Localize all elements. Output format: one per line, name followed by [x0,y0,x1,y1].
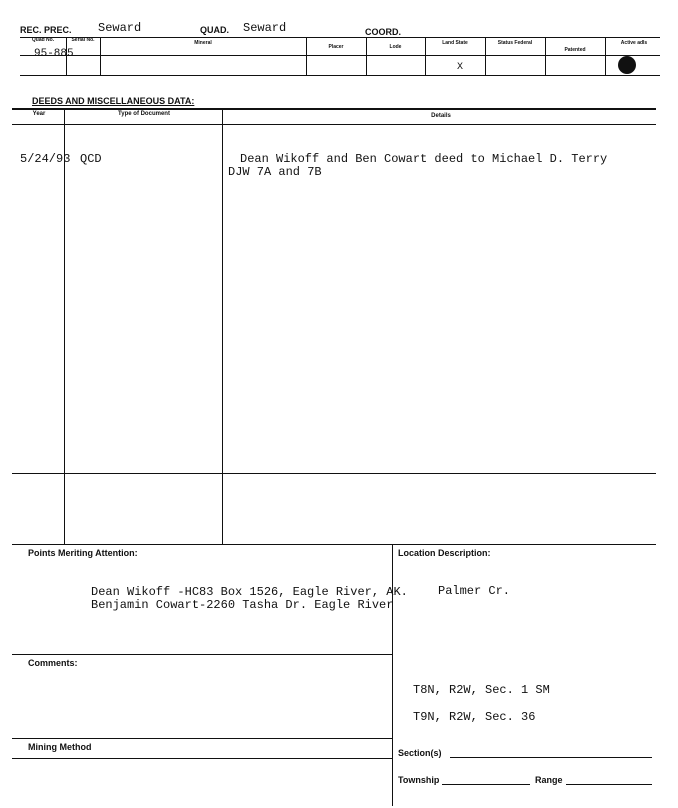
header-divider [545,37,546,75]
township-label: Township [398,775,440,785]
col-status-federal: Status Federal [497,40,533,46]
comments-rule [12,654,392,655]
location-label: Location Description: [398,548,491,558]
deeds-title: DEEDS AND MISCELLANEOUS DATA: [32,96,195,106]
header-top-rule [20,37,660,38]
comments-label: Comments: [28,658,78,668]
col-active-adls: Active adls [620,40,648,46]
range-field-line [566,784,652,785]
entry-details-line1: Dean Wikoff and Ben Cowart deed to Michael D. Terry [240,152,608,166]
land-state-mark: X [457,62,464,73]
location-line1: T8N, R2W, Sec. 1 SM [413,683,550,697]
mining-under-rule [12,758,392,759]
header-mid-rule [20,55,660,56]
entry-type: QCD [80,152,102,166]
col-serial-no: Serial No. [71,37,95,43]
col-mineral: Mineral [194,40,212,46]
col-lode: Lode [389,44,402,50]
col-year: Year [32,111,46,117]
punch-hole [618,56,636,74]
rec-prec-value: Seward [98,21,142,35]
entry-year: 5/24/93 [20,152,71,166]
header-divider [485,37,486,75]
section-field-line [450,757,652,758]
serial-value: 95-885 [34,48,74,60]
header-divider [100,37,101,75]
mining-label: Mining Method [28,742,92,752]
col-quad-no: Quad No. [31,37,55,43]
deeds-top-rule [12,108,656,110]
header-divider [605,37,606,75]
location-value: Palmer Cr. [438,584,511,598]
header-bottom-rule [20,75,660,76]
deeds-year-divider [64,108,65,544]
lower-top-rule [12,544,656,545]
col-type: Type of Document [118,111,170,117]
lower-center-divider [392,544,393,806]
header-divider [425,37,426,75]
header-divider [366,37,367,75]
coord-label: COORD. [365,27,401,37]
col-placer: Placer [328,44,344,50]
range-label: Range [535,775,563,785]
rec-prec-label: REC. PREC. [20,25,72,35]
mining-rule [12,738,392,739]
deeds-bottom-rule [12,473,656,474]
location-line2: T9N, R2W, Sec. 36 [413,710,536,724]
col-details: Details [431,113,451,119]
deeds-header-rule [12,124,656,125]
township-field-line [442,784,530,785]
col-land-state: Land State [442,40,468,46]
points-line2: Benjamin Cowart-2260 Tasha Dr. Eagle River [91,598,394,612]
col-patented: Patented [564,47,586,53]
deeds-type-divider [222,108,223,544]
entry-details-line2: DJW 7A and 7B [228,165,322,179]
quad-value: Seward [243,21,287,35]
section-label: Section(s) [398,748,442,758]
points-line1: Dean Wikoff -HC83 Box 1526, Eagle River, AK. [91,585,408,599]
quad-label: QUAD. [200,25,229,35]
header-divider [306,37,307,75]
points-label: Points Meriting Attention: [28,548,138,558]
